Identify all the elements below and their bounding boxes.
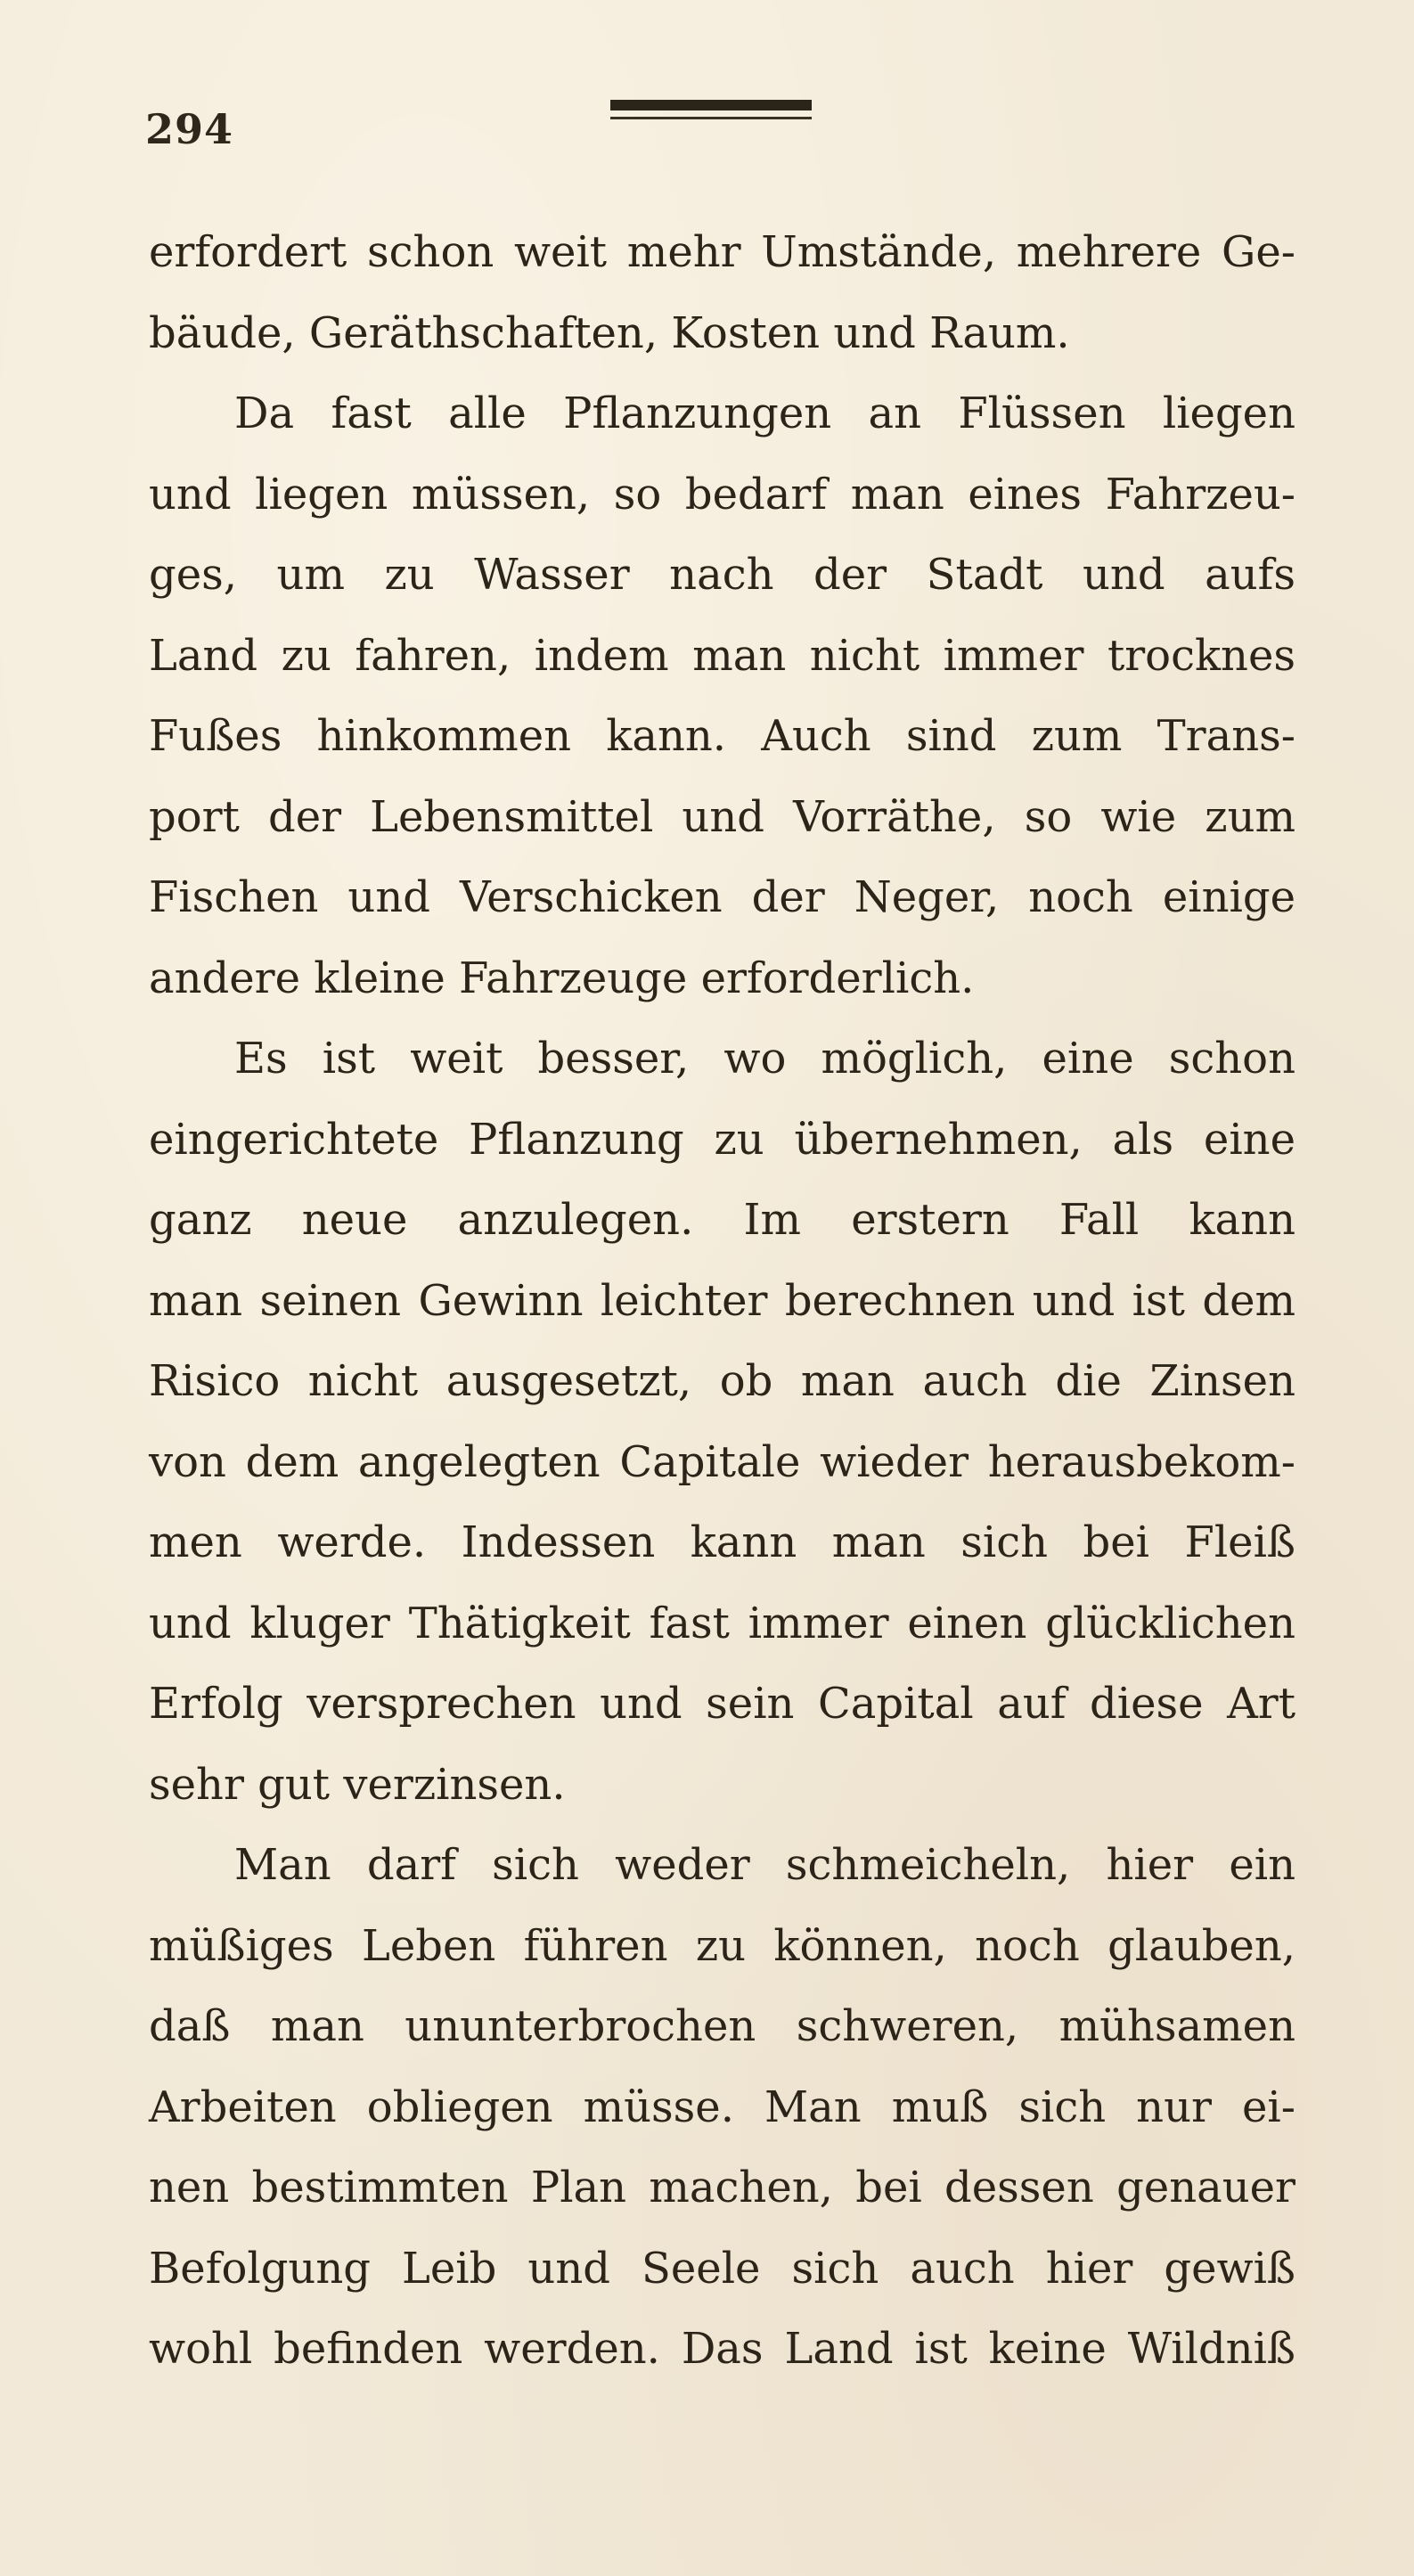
text-line: port der Lebensmittel und Vorräthe, so wie zum [149, 791, 1295, 842]
text-line: Land zu fahren, indem man nicht immer trocknes [149, 630, 1295, 681]
text-line: Fischen und Verschicken der Neger, noch einige [149, 872, 1295, 922]
text-line: eingerichtete Pflanzung zu übernehmen, als eine [149, 1114, 1295, 1165]
text-line: Befolgung Leib und Seele sich auch hier gewiß [149, 2243, 1295, 2294]
text-line: Risico nicht ausgesetzt, ob man auch die Zinsen [149, 1356, 1295, 1406]
text-line: erfordert schon weit mehr Umstände, mehrere Ge- [149, 227, 1295, 277]
text-line: bäude, Geräthschaften, Kosten und Raum. [149, 307, 1070, 358]
text-line: müßiges Leben führen zu können, noch glauben, [149, 1920, 1295, 1971]
text-line: Man darf sich weder schmeicheln, hier ein [234, 1840, 1295, 1890]
text-line: Da fast alle Pflanzungen an Flüssen liegen [234, 388, 1295, 438]
body-text [149, 212, 1295, 2390]
text-line: ganz neue anzulegen. Im erstern Fall kann [149, 1195, 1295, 1245]
text-line: Arbeiten obliegen müsse. Man muß sich nur ei- [149, 2081, 1295, 2132]
text-line: nen bestimmten Plan machen, bei dessen genauer [149, 2163, 1295, 2212]
header-ornament-rule [610, 100, 812, 110]
text-line: Fußes hinkommen kann. Auch sind zum Trans- [149, 711, 1295, 761]
text-line: andere kleine Fahrzeuge erforderlich. [149, 953, 975, 1003]
text-line: und kluger Thätigkeit fast immer einen glücklichen [149, 1598, 1295, 1648]
text-line: Es ist weit besser, wo möglich, eine schon [234, 1034, 1295, 1084]
text-line: ges, um zu Wasser nach der Stadt und aufs [149, 550, 1295, 600]
text-line: daß man ununterbrochen schweren, mühsamen [149, 2001, 1295, 2051]
text-line: man seinen Gewinn leichter berechnen und ist dem [149, 1275, 1295, 1326]
text-line: men werde. Indessen kann man sich bei Fleiß [149, 1517, 1295, 1567]
text-line: und liegen müssen, so bedarf man eines Fahrzeu- [149, 469, 1295, 519]
text-line: wohl befinden werden. Das Land ist keine Wildniß [149, 2324, 1295, 2374]
text-line: Erfolg versprechen und sein Capital auf diese Art [149, 1679, 1295, 1729]
header-ornament-rule-thin [610, 117, 812, 119]
page-number: 294 [145, 105, 234, 153]
text-line: sehr gut verzinsen. [149, 1759, 566, 1810]
text-line: von dem angelegten Capitale wieder herausbekom- [149, 1436, 1295, 1487]
